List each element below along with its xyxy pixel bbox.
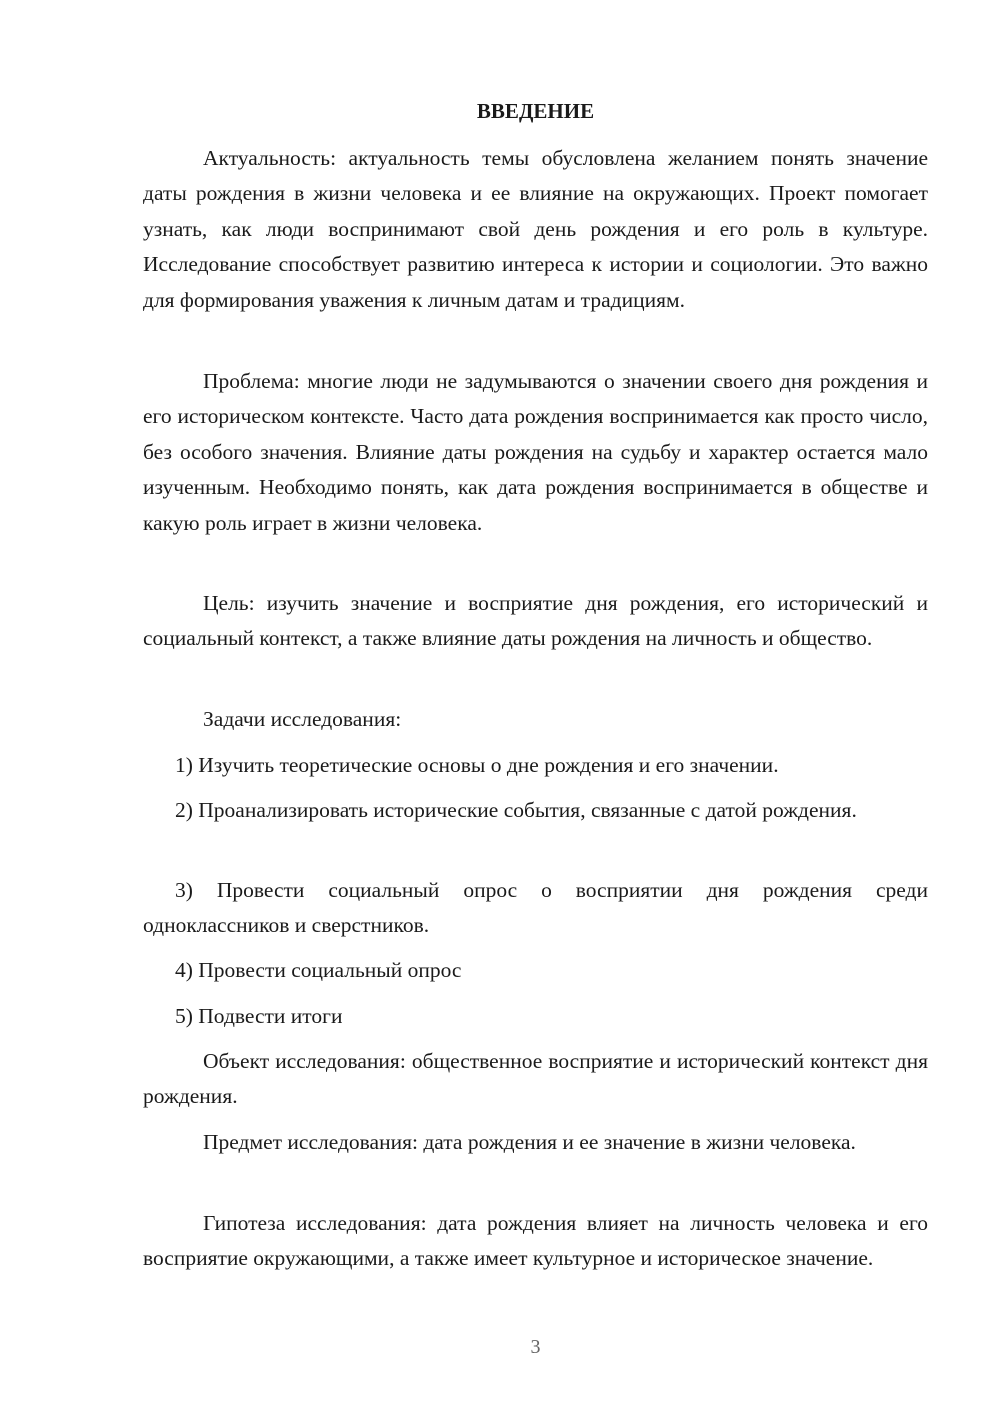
task-item-5: 5) Подвести итоги [175,1004,343,1028]
task-item-1: 1) Изучить теоретические основы о дне рождения и его значении. [175,753,779,777]
paragraph-problem: Проблема: многие люди не задумываются о значении своего дня рождения и его историческом контексте. Часто дата рождения воспринимается как просто число, без особого значения. Влияние даты рождения на судьбу и характер остается мало изученным. Необходимо понять, как дата рождения воспринимается в обществе и какую роль играет в жизни человека. [143,369,928,535]
paragraph-subject: Предмет исследования: дата рождения и ее значение в жизни человека. [203,1130,856,1154]
document-page [143,0,928,1414]
paragraph-relevance: Актуальность: актуальность темы обусловлена желанием понять значение даты рождения в жизни человека и ее влияние на окружающих. Проект помогает узнать, как люди воспринимают свой день рождения и его роль в культуре. Исследование способствует развитию интереса к истории и социологии. Это важно для формирования уважения к личным датам и традициям. [143,146,928,312]
paragraph-goal: Цель: изучить значение и восприятие дня рождения, его исторический и социальный контекст, а также влияние даты рождения на личность и общество. [143,591,928,651]
task-item-3: 3) Провести социальный опрос о восприятии дня рождения среди одноклассников и сверстников. [143,878,928,938]
section-heading: ВВЕДЕНИЕ [476,99,595,123]
task-item-2: 2) Проанализировать исторические события, связанные с датой рождения. [175,798,857,822]
task-item-4: 4) Провести социальный опрос [175,958,462,982]
paragraph-hypothesis: Гипотеза исследования: дата рождения влияет на личность человека и его восприятие окружающими, а также имеет культурное и историческое значение. [143,1211,928,1271]
paragraph-object: Объект исследования: общественное восприятие и исторический контекст дня рождения. [143,1049,928,1109]
page-number: 3 [530,1336,541,1358]
paragraph-tasks-heading: Задачи исследования: [203,707,402,731]
